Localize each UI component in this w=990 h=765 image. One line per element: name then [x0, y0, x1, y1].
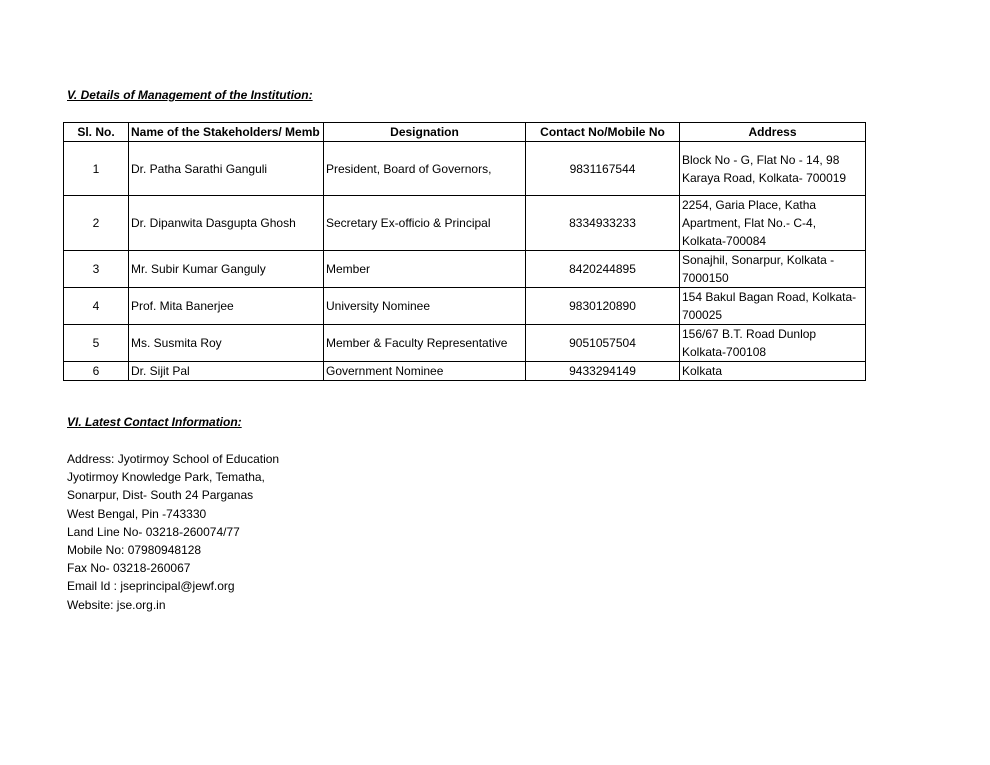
contact-address-line: Jyotirmoy Knowledge Park, Tematha, [67, 470, 265, 485]
address-line: 154 Bakul Bagan Road, Kolkata- [682, 290, 857, 304]
cell-sl-no: 6 [64, 362, 129, 381]
cell-contact: 9051057504 [526, 325, 680, 362]
column-header-name: Name of the Stakeholders/ Memb [129, 123, 324, 142]
address-line: Kolkata-700084 [682, 234, 767, 248]
cell-designation: Member [324, 251, 526, 288]
table-row [64, 196, 866, 251]
contact-email: Email Id : jseprincipal@jewf.org [67, 579, 235, 594]
address-line: Apartment, Flat No.- C-4, [682, 216, 817, 230]
contact-address-line: Sonarpur, Dist- South 24 Parganas [67, 488, 254, 503]
cell-contact: 9831167544 [526, 142, 680, 196]
cell-designation: Secretary Ex-officio & Principal [324, 196, 526, 251]
contact-address-line: Address: Jyotirmoy School of Education [67, 452, 280, 466]
cell-designation: University Nominee [324, 288, 526, 325]
contact-mobile: Mobile No: 07980948128 [67, 543, 202, 558]
cell-name: Dr. Patha Sarathi Ganguli [129, 142, 324, 196]
cell-name: Dr. Dipanwita Dasgupta Ghosh [129, 196, 324, 251]
cell-sl-no: 3 [64, 251, 129, 288]
column-header-designation: Designation [324, 123, 526, 142]
address-line: Kolkata-700108 [682, 345, 767, 359]
contact-fax: Fax No- 03218-260067 [67, 561, 191, 576]
contact-landline: Land Line No- 03218-260074/77 [67, 524, 240, 539]
address-line: 2254, Garia Place, Katha [682, 198, 817, 212]
cell-contact: 9433294149 [526, 362, 680, 381]
table-row [64, 288, 866, 325]
table-row [64, 251, 866, 288]
table-header-row [64, 123, 866, 142]
cell-contact: 9830120890 [526, 288, 680, 325]
section-title-contact: VI. Latest Contact Information: [67, 415, 242, 429]
address-line: Karaya Road, Kolkata- 700019 [682, 170, 847, 185]
cell-sl-no: 2 [64, 196, 129, 251]
cell-name: Ms. Susmita Roy [129, 325, 324, 362]
address-line: Kolkata [682, 364, 723, 378]
table-row [64, 362, 866, 381]
cell-designation: President, Board of Governors, [324, 142, 526, 196]
cell-address [680, 142, 866, 196]
address-line: 700025 [682, 308, 723, 322]
section-title-management: V. Details of Management of the Institution: [67, 88, 313, 102]
cell-name: Mr. Subir Kumar Ganguly [129, 251, 324, 288]
table-row [64, 325, 866, 362]
column-header-contact: Contact No/Mobile No [526, 123, 680, 142]
management-table [63, 122, 866, 381]
cell-contact: 8420244895 [526, 251, 680, 288]
address-line: 7000150 [682, 271, 729, 285]
cell-address [680, 288, 866, 325]
cell-designation: Member & Faculty Representative [324, 325, 526, 362]
cell-address [680, 325, 866, 362]
cell-name: Prof. Mita Banerjee [129, 288, 324, 325]
contact-website: Website: jse.org.in [67, 597, 166, 612]
cell-name: Dr. Sijit Pal [129, 362, 324, 381]
address-line: Sonajhil, Sonarpur, Kolkata - [682, 253, 835, 267]
cell-address [680, 251, 866, 288]
contact-address-line: West Bengal, Pin -743330 [67, 506, 207, 521]
contact-info-block [67, 450, 279, 614]
table-row [64, 142, 866, 196]
column-header-sl-no: Sl. No. [64, 123, 129, 142]
cell-contact: 8334933233 [526, 196, 680, 251]
cell-sl-no: 5 [64, 325, 129, 362]
cell-sl-no: 4 [64, 288, 129, 325]
cell-designation: Government Nominee [324, 362, 526, 381]
address-line: 156/67 B.T. Road Dunlop [682, 327, 817, 341]
column-header-address: Address [680, 123, 866, 142]
cell-sl-no: 1 [64, 142, 129, 196]
cell-address [680, 362, 866, 381]
address-line: Block No - G, Flat No - 14, 98 [682, 152, 840, 167]
cell-address [680, 196, 866, 251]
